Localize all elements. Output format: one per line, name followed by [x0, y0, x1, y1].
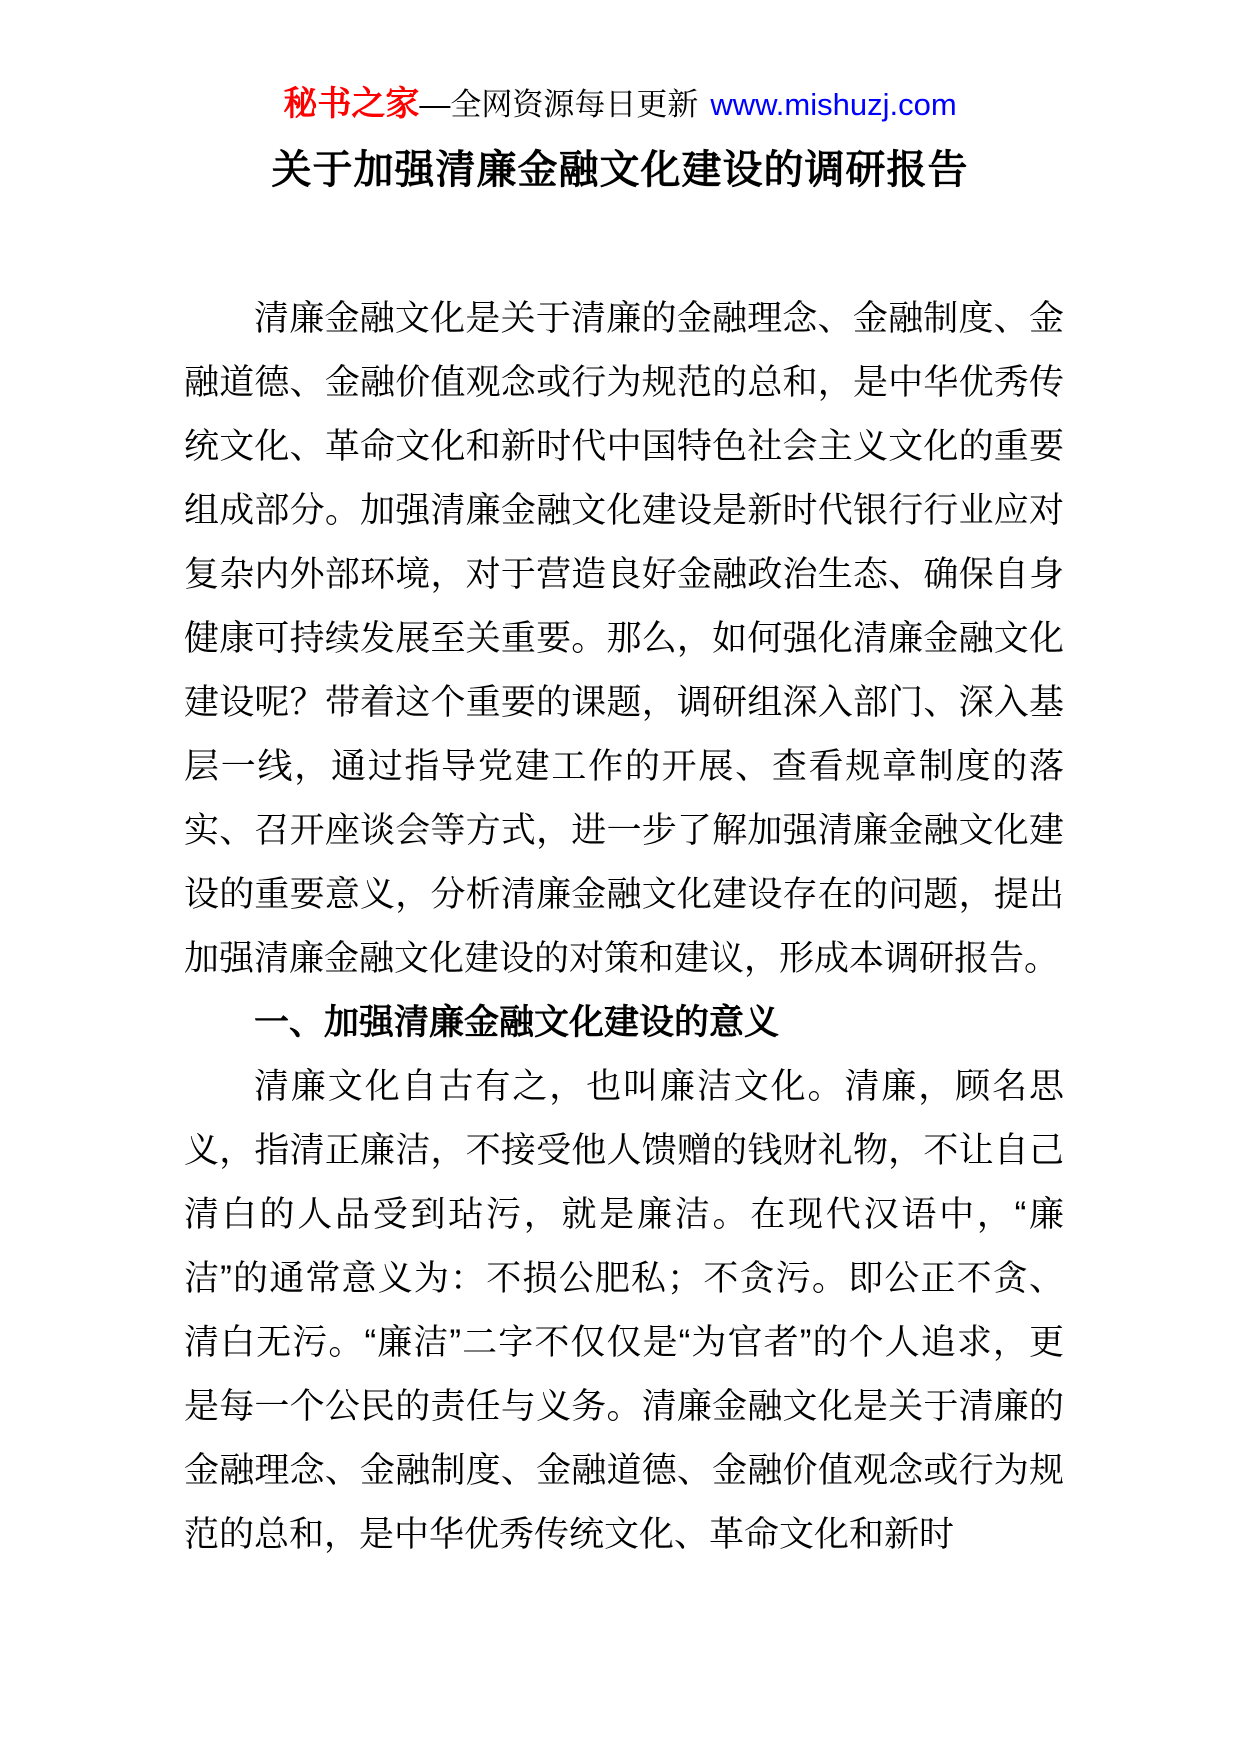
section-heading-1: 一、加强清廉金融文化建设的意义: [254, 1003, 780, 1042]
paragraph-intro: 清廉金融文化是关于清廉的金融理念、金融制度、金融道德、金融价值观念或行为规范的总和，是中华优秀传统文化、革命文化和新时代中国特色社会主义文化的重要组成部分。加强清廉金融文化建设是新时代银行行业应对复杂内外部环境，对于营造良好金融政治生态、确保自身健康可持续发展至关重要。那么，如何强化清廉金融文化建设呢？带着这个重要的课题，调研组深入部门、深入基层一线，通过指导党建工作的开展、查看规章制度的落实、召开座谈会等方式，进一步了解加强清廉金融文化建设的重要意义，分析清廉金融文化建设存在的问题，提出加强清廉金融文化建设的对策和建议，形成本调研报告。: [184, 299, 1064, 978]
document-body: [184, 287, 1064, 1567]
dash-separator: —: [419, 87, 451, 122]
page-header: [0, 0, 1240, 127]
site-url-link[interactable]: www.mishuzj.com: [710, 87, 957, 122]
header-tagline: 全网资源每日更新: [450, 87, 699, 122]
brand-name: 秘书之家: [283, 85, 420, 123]
paragraph-section-1: 清廉文化自古有之，也叫廉洁文化。清廉，顾名思义，指清正廉洁，不接受他人馈赠的钱财礼物，不让自己清白的人品受到玷污，就是廉洁。在现代汉语中，“廉洁”的通常意义为：不损公肥私；不贪污。即公正不贪、清白无污。“廉洁”二字不仅仅是“为官者”的个人追求，更是每一个公民的责任与义务。清廉金融文化是关于清廉的金融理念、金融制度、金融道德、金融价值观念或行为规范的总和，是中华优秀传统文化、革命文化和新时: [184, 1067, 1064, 1554]
document-title: 关于加强清廉金融文化建设的调研报告: [271, 148, 969, 192]
